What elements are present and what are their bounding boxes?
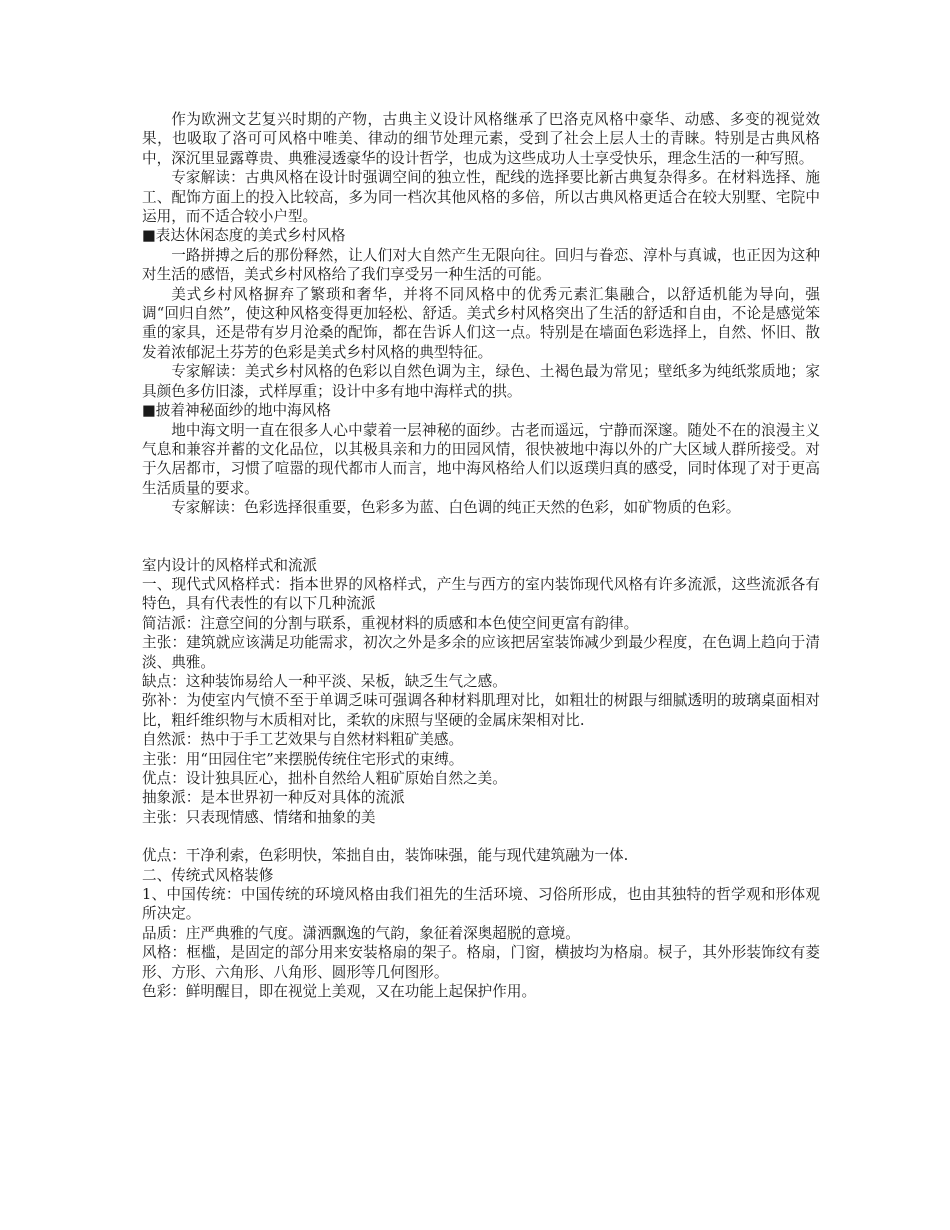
minimalist-remedy: 弥补：为使室内气愤不至于单调乏味可强调各种材料肌理对比，如粗壮的树跟与细腻透明的玻璃桌面相对比，粗纤维织物与木质相对比，柔软的床照与坚硬的金属床架相对比.: [142, 692, 820, 729]
classical-expert-comment: 专家解读：古典风格在设计时强调空间的独立性，配线的选择要比新古典复杂得多。在材料选择、施工、配饰方面上的投入比较高，多为同一档次其他风格的多倍，所以古典风格更适合在较大别墅、宅院中运用，而不适合较小户型。: [142, 169, 820, 226]
american-country-expert-comment: 专家解读：美式乡村风格的色彩以自然色调为主，绿色、土褐色最为常见；壁纸多为纯纸浆质地；家具颜色多仿旧漆，式样厚重；设计中多有地中海样式的拱。: [142, 363, 820, 400]
abstract-school: 抽象派：是本世界初一种反对具体的流派: [142, 789, 405, 807]
document-page: [142, 110, 820, 1001]
interior-styles-title: 室内设计的风格样式和流派: [142, 556, 318, 574]
classical-style-paragraph: 作为欧洲文艺复兴时期的产物，古典主义设计风格继承了巴洛克风格中豪华、动感、多变的视觉效果，也吸取了洛可可风格中唯美、律动的细节处理元素，受到了社会上层人士的青睐。特别是古典风格中，深沉里显露尊贵、典雅浸透豪华的设计哲学，也成为这些成功人士享受快乐，理念生活的一种写照。: [142, 111, 820, 167]
american-country-paragraph-1: 一路拼搏之后的那份释然，让人们对大自然产生无限向往。回归与眷恋、淳朴与真诚，也正因为这种对生活的感悟，美式乡村风格给了我们享受另一种生活的可能。: [142, 246, 820, 284]
line-spacer: [142, 827, 820, 846]
chinese-style: 风格：框槛，是固定的部分用来安装格扇的架子。格扇，门窗，横披均为格扇。棂子，其外形装饰纹有菱形、方形、六角形、八角形、圆形等几何图形。: [142, 944, 820, 981]
mediterranean-paragraph: 地中海文明一直在很多人心中蒙着一层神秘的面纱。古老而遥远，宁静而深邃。随处不在的浪漫主义气息和兼容并蓄的文化品位，以其极具亲和力的田园风情，很快被地中海以外的广大区域人群所接受。对于久居都市，习惯了喧嚣的现代都市人而言，地中海风格给人们以返璞归真的感受，同时体现了对于更高生活质量的要求。: [142, 421, 820, 497]
abstract-advantage: 优点：干净利索，色彩明快，笨拙自由，装饰味强，能与现代建筑融为一体.: [142, 847, 629, 865]
naturalist-claim: 主张：用“田园住宅”来摆脱传统住宅形式的束缚。: [142, 750, 464, 768]
traditional-style-heading: 二、传统式风格装修: [142, 866, 274, 884]
american-country-paragraph-2: 美式乡村风格摒弃了繁琐和奢华，并将不同风格中的优秀元素汇集融合，以舒适机能为导向，强调“回归自然”，使这种风格变得更加轻松、舒适。美式乡村风格突出了生活的舒适和自由，不论是感觉笨重的家具，还是带有岁月沧桑的配饰，都在告诉人们这一点。特别是在墙面色彩选择上，自然、怀旧、散发着浓郁泥土芬芳的色彩是美式乡村风格的典型特征。: [142, 285, 820, 361]
chinese-quality: 品质：庄严典雅的气度。潇洒飘逸的气韵，象征着深奥超脱的意境。: [142, 924, 580, 942]
american-country-heading: ■表达休闲态度的美式乡村风格: [142, 227, 346, 245]
minimalist-school: 简洁派：注意空间的分割与联系，重视材料的质感和本色使空间更富有韵律。: [142, 614, 639, 632]
minimalist-drawback: 缺点：这种装饰易给人一种平淡、呆板，缺乏生气之感。: [142, 672, 507, 690]
mediterranean-heading: ■披着神秘面纱的地中海风格: [142, 402, 331, 420]
mediterranean-expert-comment: 专家解读：色彩选择很重要，色彩多为蓝、白色调的纯正天然的色彩，如矿物质的色彩。: [171, 499, 741, 517]
minimalist-claim: 主张：建筑就应该满足功能需求，初次之外是多余的应该把居室装饰减少到最少程度，在色调上趋向于清淡、典雅。: [142, 634, 820, 671]
naturalist-advantage: 优点：设计独具匠心，拙朴自然给人粗矿原始自然之美。: [142, 770, 507, 787]
modern-style-intro: 一、现代式风格样式：指本世界的风格样式，产生与西方的室内装饰现代风格有许多流派，这些流派各有特色，具有代表性的有以下几种流派: [142, 575, 820, 613]
chinese-tradition: 1、中国传统：中国传统的环境风格由我们祖先的生活环境、习俗所形成，也由其独特的哲学观和形体观所决定。: [142, 886, 820, 923]
chinese-color: 色彩：鲜明醒目，即在视觉上美观，又在功能上起保护作用。: [142, 983, 537, 1001]
section-spacer: [142, 518, 820, 556]
naturalist-school: 自然派：热中于手工艺效果与自然材料粗矿美感。: [142, 731, 464, 749]
abstract-claim: 主张：只表现情感、情绪和抽象的美: [142, 808, 376, 826]
